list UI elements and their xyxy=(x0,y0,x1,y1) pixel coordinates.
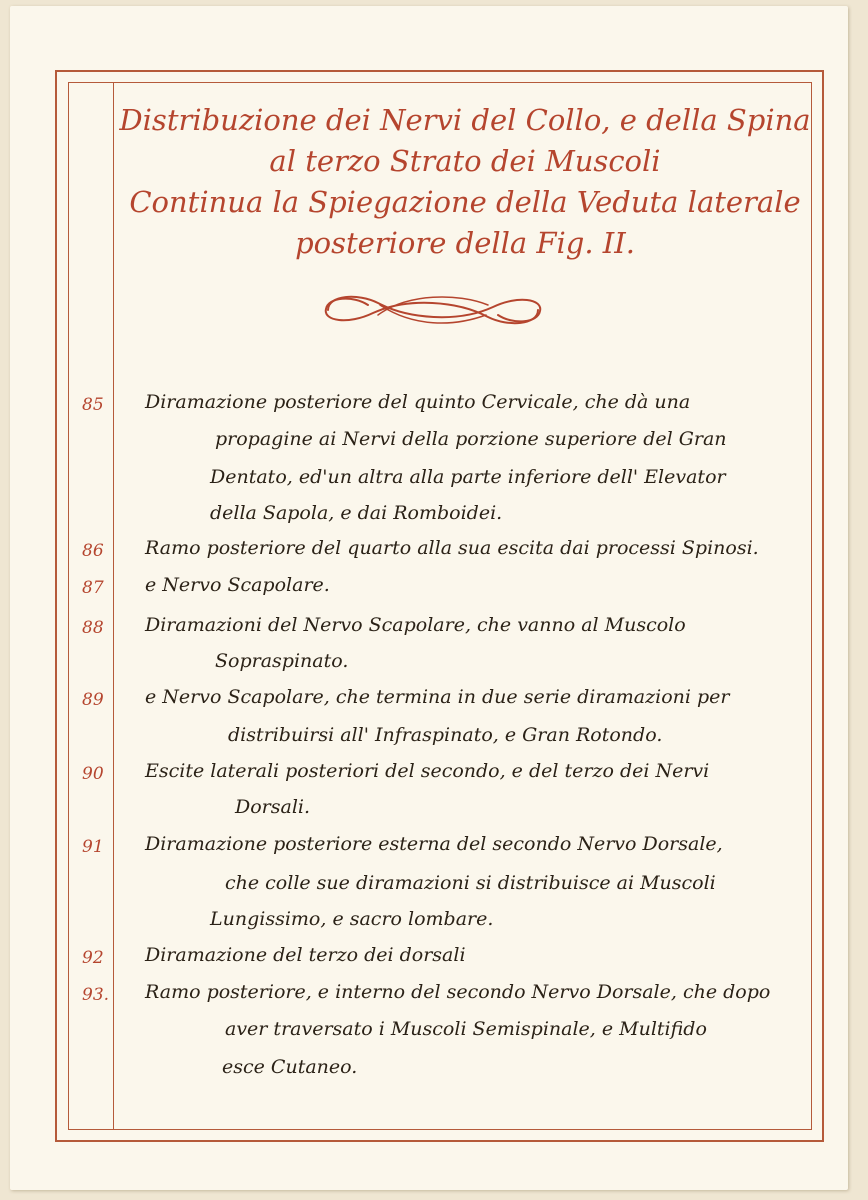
entry-text-line: Diramazione posteriore esterna del secondo Nervo Dorsale, xyxy=(145,833,723,855)
entry-number: 93. xyxy=(82,985,110,1005)
entry-text-line: Diramazione del terzo dei dorsali xyxy=(145,944,466,966)
entry-number: 92 xyxy=(82,948,104,968)
entry-text-line: che colle sue diramazioni si distribuisce ai Muscoli xyxy=(225,872,716,894)
title-line-3: Continua la Spiegazione della Veduta laterale xyxy=(129,185,801,219)
entry-number: 88 xyxy=(82,618,104,638)
entry-text-line: Diramazioni del Nervo Scapolare, che vanno al Muscolo xyxy=(145,614,686,636)
entry-text-line: aver traversato i Muscoli Semispinale, e Multifido xyxy=(225,1018,707,1040)
entry-text-line: della Sapola, e dai Romboidei. xyxy=(210,502,503,524)
entry-text-line: Diramazione posteriore del quinto Cervicale, che dà una xyxy=(145,391,691,413)
entry-text-line: distribuirsi all' Infraspinato, e Gran Rotondo. xyxy=(228,724,663,746)
entry-text-line: Ramo posteriore, e interno del secondo Nervo Dorsale, che dopo xyxy=(145,981,771,1003)
entry-number: 86 xyxy=(82,541,104,561)
title-line-1: Distribuzione dei Nervi del Collo, e della Spina xyxy=(119,103,811,137)
entry-text-line: Escite laterali posteriori del secondo, e del terzo dei Nervi xyxy=(145,760,710,782)
entry-number: 85 xyxy=(82,395,104,415)
entry-number: 87 xyxy=(82,578,104,598)
entry-text-line: Lungissimo, e sacro lombare. xyxy=(210,908,494,930)
entry-number: 89 xyxy=(82,690,104,710)
entry-text-line: Dentato, ed'un altra alla parte inferiore dell' Elevator xyxy=(210,466,726,488)
entry-text-line: e Nervo Scapolare. xyxy=(145,574,330,596)
entry-text-line: esce Cutaneo. xyxy=(222,1056,358,1078)
entry-text-line: Ramo posteriore del quarto alla sua escita dai processi Spinosi. xyxy=(145,537,759,559)
entry-text-line: propagine ai Nervi della porzione superiore del Gran xyxy=(215,428,727,450)
title-line-2: al terzo Strato dei Muscoli xyxy=(269,144,661,178)
entry-number: 90 xyxy=(82,764,104,784)
entry-text-line: Sopraspinato. xyxy=(215,650,349,672)
entry-text-line: Dorsali. xyxy=(235,796,311,818)
entry-number: 91 xyxy=(82,837,104,857)
entry-text-line: e Nervo Scapolare, che termina in due serie diramazioni per xyxy=(145,686,730,708)
title-line-4: posteriore della Fig. II. xyxy=(295,226,635,260)
